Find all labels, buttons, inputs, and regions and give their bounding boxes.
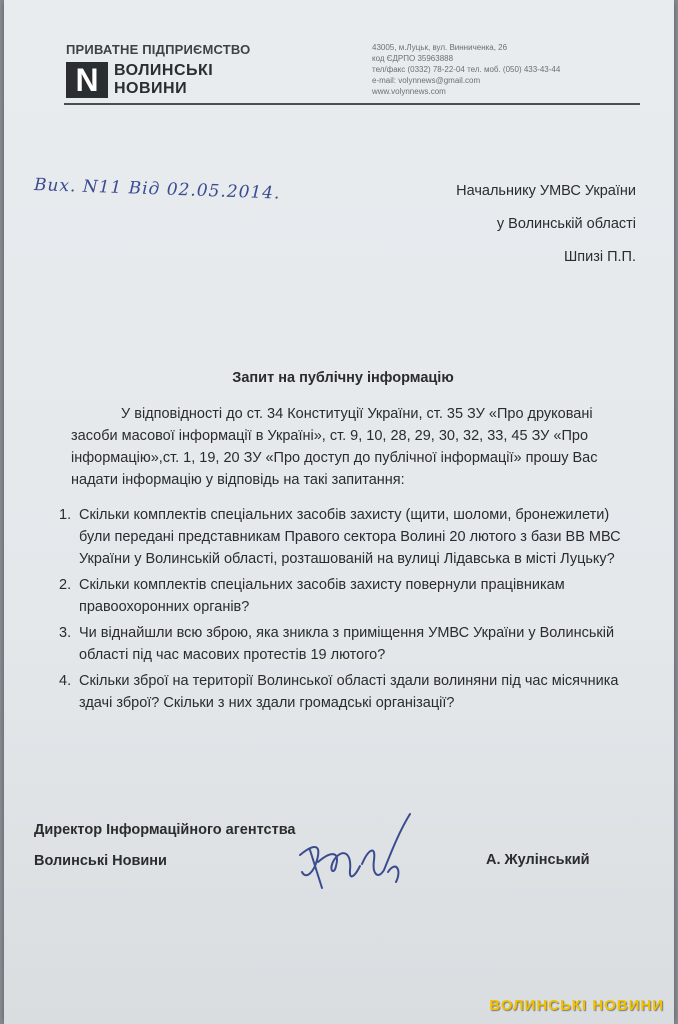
list-item	[59, 574, 624, 618]
list-item	[59, 670, 624, 714]
company-type: ПРИВАТНЕ ПІДПРИЄМСТВО	[66, 42, 251, 57]
question-text: Скільки комплектів спеціальних засобів захисту повернули працівникам правоохоронних органів?	[79, 577, 565, 615]
logo-n-icon: N	[66, 62, 108, 98]
signer-position-line1: Директор Інформаційного агентства	[34, 822, 296, 838]
list-item	[59, 622, 624, 666]
intro-paragraph: У відповідності до ст. 34 Конституції України, ст. 35 ЗУ «Про друковані засоби масової інформації в Україні», ст. 9, 10, 28, 29, 30, 32, 33, 45 ЗУ «Про інформацію»,ст. 1, 19, 20 ЗУ «Про доступ до публічної інформації» прошу Вас надати інформацію у відповідь на такі запитання:	[71, 406, 598, 488]
contact-address: 43005, м.Луцьк, вул. Винниченка, 26	[372, 43, 508, 52]
signer-position	[34, 815, 295, 877]
question-text: Чи віднайшли всю зброю, яка зникла з приміщення УМВС України у Волинській області під час масових протестів 19 лютого?	[79, 625, 615, 663]
contact-website: www.volynnews.com	[372, 87, 446, 96]
letter-page	[4, 0, 674, 1024]
contact-email: e-mail: volynnews@gmail.com	[372, 76, 481, 85]
question-text: Скільки зброї на території Волинської області здали волиняни під час місячника здачі зброї? Скільки з них здали громадські організації?	[79, 673, 619, 711]
question-number: 4.	[59, 673, 72, 689]
watermark: ВОЛИНСЬКІ НОВИНИ	[489, 997, 664, 1014]
contact-phone: тел/факс (0332) 78-22-04 тел. моб. (050) 433-43-44	[372, 65, 561, 74]
handwritten-signature	[292, 800, 422, 900]
signer-name: А. Жулінський	[486, 852, 590, 868]
questions-list	[59, 504, 624, 718]
contact-code: код ЄДРПО 35963888	[372, 54, 454, 63]
logo-text-line1: ВОЛИНСЬКІ	[114, 62, 214, 79]
addressee-block	[456, 183, 636, 282]
list-item	[59, 504, 624, 570]
addressee-line3: Шпизі П.П.	[563, 249, 636, 265]
letterhead-divider	[64, 103, 640, 105]
outgoing-number-handwritten: Вих. N11 Від 02.05.2014.	[33, 175, 281, 204]
document-title: Запит на публічну інформацію	[232, 370, 454, 386]
contact-info	[372, 42, 560, 97]
addressee-line1: Начальнику УМВС України	[456, 183, 636, 199]
question-number: 3.	[59, 625, 72, 641]
question-number: 1.	[59, 507, 72, 523]
question-text: Скільки комплектів спеціальних засобів захисту (щити, шоломи, бронежилети) були передані представникам Правого сектора Волині 20 лютого з бази ВВ МВС України у Волинській області, розташованій на вулиці Лідавська в місті Луцьку?	[79, 507, 621, 567]
signer-position-line2: Волинські Новини	[34, 853, 167, 869]
question-number: 2.	[59, 577, 72, 593]
addressee-line2: у Волинській області	[496, 216, 636, 232]
logo-text-line2: НОВИНИ	[114, 80, 188, 97]
